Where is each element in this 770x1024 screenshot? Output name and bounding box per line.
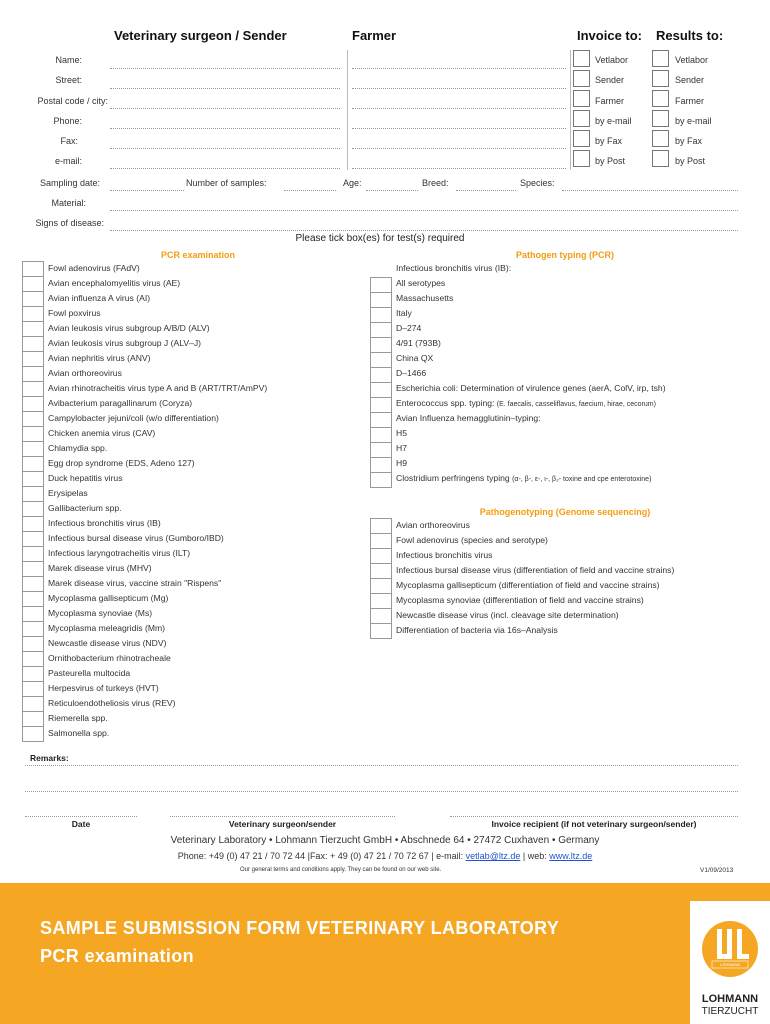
vet-name-field[interactable] (110, 68, 340, 69)
test-checkbox[interactable] (371, 472, 391, 487)
invoice-signature-line[interactable] (450, 816, 738, 817)
test-item (396, 608, 674, 623)
breed-label: Breed: (422, 178, 449, 188)
test-checkbox[interactable] (371, 548, 391, 563)
phone-label: Phone: (53, 116, 82, 126)
test-label: Avian leukosis virus subgroup A/B/D (ALV) (48, 323, 210, 333)
test-item (396, 518, 674, 533)
test-checkbox[interactable] (23, 621, 43, 636)
test-label: Egg drop syndrome (EDS, Adeno 127) (48, 458, 195, 468)
email-link[interactable]: vetlab@ltz.de (465, 851, 521, 861)
test-item (48, 456, 267, 471)
material-label: Material: (51, 198, 86, 208)
test-checkbox[interactable] (371, 367, 391, 382)
results-option-label: Vetlabor (675, 55, 709, 65)
test-checkbox[interactable] (23, 561, 43, 576)
test-checkbox[interactable] (23, 501, 43, 516)
test-item (48, 276, 267, 291)
please-tick-instruction: Please tick box(es) for test(s) required (295, 233, 465, 244)
typing-test-list (396, 261, 666, 486)
test-checkbox[interactable] (371, 397, 391, 412)
number-of-samples-label: Number of samples: (186, 178, 267, 188)
test-checkbox[interactable] (23, 591, 43, 606)
test-label: Mycoplasma gallisepticum (Mg) (48, 593, 169, 603)
name-label: Name: (55, 55, 82, 65)
farmer-heading: Farmer (352, 28, 397, 43)
test-label: Newcastle disease virus (incl. cleavage site determination) (396, 610, 619, 620)
test-item (48, 441, 267, 456)
results-fax-checkbox[interactable] (652, 130, 669, 147)
test-checkbox[interactable] (23, 366, 43, 381)
logo-line1: LOHMANN (701, 993, 759, 1005)
separator: | (431, 851, 434, 861)
test-item (48, 636, 267, 651)
vet-sender-heading: Veterinary surgeon / Sender (114, 28, 287, 43)
results-sender-checkbox[interactable] (652, 70, 669, 87)
test-checkbox[interactable] (23, 306, 43, 321)
invoice-sender-checkbox[interactable] (573, 70, 590, 87)
phone-text: Phone: +49 (0) 47 21 / 70 72 44 (177, 851, 306, 861)
vet-fax-field[interactable] (110, 148, 340, 149)
logo-line2: TIERZUCHT (701, 1006, 759, 1017)
test-checkbox[interactable] (23, 576, 43, 591)
test-note: (E. faecalis, casseliflavus, faecium, hirae, cecorum) (496, 401, 656, 408)
test-checkbox[interactable] (23, 516, 43, 531)
pcr-test-list (48, 261, 267, 741)
test-label: Fowl poxvirus (48, 308, 101, 318)
test-label: D–1466 (396, 368, 427, 378)
number-of-samples-field[interactable] (284, 190, 336, 191)
test-label: Reticuloendotheliosis virus (REV) (48, 698, 176, 708)
test-item (48, 621, 267, 636)
lab-address: Veterinary Laboratory • Lohmann Tierzucht GmbH • Abschnede 64 • 27472 Cuxhaven • Germany (170, 835, 600, 846)
street-label: Street: (55, 75, 82, 85)
farmer-invoice-separator (570, 50, 571, 170)
test-label: H5 (396, 428, 407, 438)
test-label: Mycoplasma synoviae (Ms) (48, 608, 153, 618)
separator: | (522, 851, 526, 861)
test-checkbox[interactable] (371, 412, 391, 427)
test-checkbox[interactable] (23, 396, 43, 411)
farmer-phone-field[interactable] (352, 128, 566, 129)
results-farmer-checkbox[interactable] (652, 90, 669, 107)
farmer-name-field[interactable] (352, 68, 566, 69)
test-checkbox[interactable] (371, 593, 391, 608)
signs-of-disease-field[interactable] (110, 230, 738, 231)
test-checkbox[interactable] (23, 711, 43, 726)
test-item (396, 593, 674, 608)
test-item (48, 411, 267, 426)
test-item (396, 291, 666, 306)
test-label: Infectious bronchitis virus (IB): (396, 263, 512, 273)
invoice-signature-label: Invoice recipient (if not veterinary surgeon/sender) (491, 819, 697, 829)
invoice-farmer-checkbox[interactable] (573, 90, 590, 107)
invoice-option-label: Farmer (595, 96, 624, 106)
test-checkbox[interactable] (23, 336, 43, 351)
farmer-postal-city-field[interactable] (352, 108, 566, 109)
test-label: Avibacterium paragallinarum (Coryza) (48, 398, 193, 408)
typing-checkbox-column (370, 277, 392, 488)
test-checkbox[interactable] (23, 606, 43, 621)
test-label: Mycoplasma synoviae (differentiation of field and vaccine strains) (396, 595, 644, 605)
email-label-text: e-mail: (436, 851, 464, 861)
test-label: Ornithobacterium rhinotracheale (48, 653, 171, 663)
test-checkbox[interactable] (371, 533, 391, 548)
test-label: Pasteurella multocida (48, 668, 131, 678)
invoice-option-label: Sender (595, 75, 625, 85)
test-checkbox[interactable] (371, 578, 391, 593)
test-checkbox[interactable] (371, 352, 391, 367)
test-label: Avian Influenza hemagglutinin–typing: (396, 413, 541, 423)
genotyping-test-list (396, 518, 674, 638)
test-item (396, 306, 666, 321)
test-label: Duck hepatitis virus (48, 473, 123, 483)
web-label-text: web: (527, 851, 547, 861)
email-label: e-mail: (54, 156, 82, 166)
test-item (48, 396, 267, 411)
test-item (396, 548, 674, 563)
test-checkbox[interactable] (371, 518, 391, 533)
test-item (396, 396, 666, 411)
test-item (48, 591, 267, 606)
test-checkbox[interactable] (371, 623, 391, 638)
test-checkbox[interactable] (371, 608, 391, 623)
test-label: Infectious laryngotracheitis virus (ILT) (48, 548, 191, 558)
test-item (48, 606, 267, 621)
test-item (396, 336, 666, 351)
test-label: Chlamydia spp. (48, 443, 108, 453)
results-option-label: by Fax (675, 136, 703, 146)
test-label: All serotypes (396, 278, 446, 288)
test-item (48, 711, 267, 726)
test-item (396, 456, 666, 471)
test-label: Italy (396, 308, 412, 318)
postal-city-label: Postal code / city: (37, 96, 108, 106)
test-label: Escherichia coli: Determination of virulence genes (aerA, ColV, irp, tsh) (396, 383, 666, 393)
remarks-label: Remarks: (30, 753, 69, 763)
test-checkbox[interactable] (23, 546, 43, 561)
fax-label: Fax: (60, 136, 78, 146)
age-label: Age: (343, 178, 362, 188)
invoice-option-label: by e-mail (595, 116, 632, 126)
test-checkbox[interactable] (371, 457, 391, 472)
results-to-heading: Results to: (656, 28, 724, 43)
invoice-vetlabor-checkbox[interactable] (573, 50, 590, 67)
vet-farmer-separator (347, 50, 348, 170)
farmer-street-field[interactable] (352, 88, 566, 89)
test-label: Fowl adenovirus (FAdV) (48, 263, 140, 273)
vet-email-field[interactable] (110, 168, 340, 169)
test-checkbox[interactable] (23, 291, 43, 306)
test-label: Avian influenza A virus (AI) (48, 293, 151, 303)
test-label: 4/91 (793B) (396, 338, 441, 348)
test-checkbox[interactable] (23, 261, 43, 276)
version-text: V1/09/2013 (700, 867, 734, 874)
test-label: Clostridium perfringens typing (396, 473, 510, 483)
test-label: D–274 (396, 323, 422, 333)
results-vetlabor-checkbox[interactable] (652, 50, 669, 67)
test-item (48, 321, 267, 336)
logo-badge-text: LOHMANN (719, 962, 740, 967)
test-checkbox[interactable] (371, 382, 391, 397)
remarks-line-2[interactable] (25, 791, 738, 792)
invoice-fax-checkbox[interactable] (573, 130, 590, 147)
test-item (48, 561, 267, 576)
test-checkbox[interactable] (371, 292, 391, 307)
vet-street-field[interactable] (110, 88, 340, 89)
test-note: (α-, β-, ε-, ι-, β₂- toxine and cpe enterotoxine) (512, 476, 652, 483)
test-label: Erysipelas (48, 488, 88, 498)
test-item (48, 666, 267, 681)
test-checkbox[interactable] (371, 322, 391, 337)
test-label: H7 (396, 443, 407, 453)
contact-line (0, 851, 770, 861)
invoice-option-label: Vetlabor (595, 55, 629, 65)
test-label: H9 (396, 458, 407, 468)
test-checkbox[interactable] (23, 321, 43, 336)
test-checkbox[interactable] (23, 681, 43, 696)
test-item (396, 321, 666, 336)
results-option-label: Sender (675, 75, 705, 85)
test-label: Campylobacter jejuni/coli (w/o differentiation) (48, 413, 219, 423)
test-label: Enterococcus spp. typing: (396, 398, 495, 408)
test-item (48, 261, 267, 276)
results-email-checkbox[interactable] (652, 110, 669, 127)
test-label: Infectious bronchitis virus (IB) (48, 518, 161, 528)
test-checkbox[interactable] (23, 426, 43, 441)
test-label: Avian rhinotracheitis virus type A and B (ART/TRT/AmPV) (48, 383, 268, 393)
test-label: Marek disease virus, vaccine strain "Rispens" (48, 578, 222, 588)
farmer-email-field[interactable] (352, 168, 566, 169)
test-label: Avian orthoreovirus (48, 368, 122, 378)
test-label: Avian orthoreovirus (396, 520, 470, 530)
vet-phone-field[interactable] (110, 128, 340, 129)
test-checkbox[interactable] (23, 636, 43, 651)
test-checkbox[interactable] (23, 726, 43, 741)
lohmann-logo (690, 901, 770, 1024)
test-item (396, 381, 666, 396)
test-checkbox[interactable] (371, 277, 391, 292)
test-checkbox[interactable] (23, 696, 43, 711)
invoice-option-label: by Post (595, 156, 626, 166)
test-label: Avian nephritis virus (ANV) (48, 353, 151, 363)
test-label: Riemerella spp. (48, 713, 108, 723)
invoice-to-heading: Invoice to: (577, 28, 643, 43)
test-label: Chicken anemia virus (CAV) (48, 428, 156, 438)
test-item (396, 441, 666, 456)
test-item (396, 261, 666, 276)
test-item (48, 306, 267, 321)
test-checkbox[interactable] (23, 666, 43, 681)
species-label: Species: (520, 178, 555, 188)
pcr-checkbox-column (22, 261, 44, 742)
test-item (48, 651, 267, 666)
material-field[interactable] (110, 210, 738, 211)
pcr-examination-heading: PCR examination (160, 250, 236, 260)
test-item (396, 578, 674, 593)
test-item (48, 516, 267, 531)
test-item (48, 471, 267, 486)
pathogenotyping-heading: Pathogenotyping (Genome sequencing) (479, 507, 651, 517)
test-label: Mycoplasma meleagridis (Mm) (48, 623, 165, 633)
test-item (48, 486, 267, 501)
test-item (396, 471, 666, 486)
test-label: Newcastle disease virus (NDV) (48, 638, 167, 648)
test-checkbox[interactable] (23, 276, 43, 291)
test-checkbox[interactable] (371, 442, 391, 457)
test-checkbox[interactable] (23, 381, 43, 396)
fax-text: Fax: + 49 (0) 47 21 / 70 72 67 (309, 851, 429, 861)
pathogen-typing-heading: Pathogen typing (PCR) (516, 250, 614, 260)
test-label: Avian leukosis virus subgroup J (ALV–J) (48, 338, 202, 348)
vet-postal-city-field[interactable] (110, 108, 340, 109)
sampling-date-label: Sampling date: (39, 178, 100, 188)
banner-subtitle: PCR examination (40, 946, 195, 966)
test-item (396, 366, 666, 381)
test-label: China QX (396, 353, 434, 363)
test-checkbox[interactable] (23, 456, 43, 471)
test-item (48, 381, 267, 396)
test-checkbox[interactable] (23, 531, 43, 546)
species-field[interactable] (562, 190, 738, 191)
farmer-fax-field[interactable] (352, 148, 566, 149)
test-checkbox[interactable] (23, 486, 43, 501)
test-checkbox[interactable] (23, 651, 43, 666)
test-checkbox[interactable] (371, 337, 391, 352)
test-checkbox[interactable] (371, 563, 391, 578)
test-label: Salmonella spp. (48, 728, 110, 738)
test-item (48, 546, 267, 561)
results-option-label: by e-mail (675, 116, 712, 126)
test-checkbox[interactable] (371, 307, 391, 322)
test-item (396, 276, 666, 291)
test-item (396, 351, 666, 366)
test-checkbox[interactable] (23, 441, 43, 456)
terms-text: Our general terms and conditions apply. They can be found on our web site. (240, 867, 442, 873)
test-label: Avian encephalomyelitis virus (AE) (48, 278, 181, 288)
test-checkbox[interactable] (23, 471, 43, 486)
test-item (48, 726, 267, 741)
signs-of-disease-label: Signs of disease: (35, 218, 104, 228)
test-item (396, 426, 666, 441)
test-item (48, 531, 267, 546)
test-checkbox[interactable] (23, 351, 43, 366)
invoice-post-checkbox[interactable] (573, 150, 590, 167)
test-item (48, 696, 267, 711)
results-post-checkbox[interactable] (652, 150, 669, 167)
test-item (48, 351, 267, 366)
invoice-email-checkbox[interactable] (573, 110, 590, 127)
sampling-date-field[interactable] (110, 190, 184, 191)
banner-title: SAMPLE SUBMISSION FORM VETERINARY LABORATORY (40, 918, 560, 938)
test-item (48, 576, 267, 591)
test-label: Gallibacterium spp. (48, 503, 122, 513)
test-label: Infectious bronchitis virus (396, 550, 493, 560)
results-option-label: Farmer (675, 96, 704, 106)
date-signature-line[interactable] (25, 816, 137, 817)
test-item (48, 426, 267, 441)
test-item (48, 291, 267, 306)
vet-signature-line[interactable] (170, 816, 395, 817)
test-label: Massachusetts (396, 293, 454, 303)
lohmann-emblem-icon (690, 901, 770, 987)
test-item (396, 533, 674, 548)
test-label: Infectious bursal disease virus (differentiation of field and vaccine strains) (396, 565, 675, 575)
vet-signature-label: Veterinary surgeon/sender (228, 819, 337, 829)
test-item (48, 366, 267, 381)
remarks-line-1[interactable] (25, 765, 738, 766)
age-field[interactable] (366, 190, 418, 191)
test-label: Differentiation of bacteria via 16s–Analysis (396, 625, 558, 635)
test-item (396, 623, 674, 638)
web-link[interactable]: www.ltz.de (549, 851, 593, 861)
test-item (396, 563, 674, 578)
date-signature-label: Date (71, 819, 91, 829)
test-item (48, 501, 267, 516)
test-checkbox[interactable] (23, 411, 43, 426)
test-item (48, 336, 267, 351)
test-checkbox[interactable] (371, 427, 391, 442)
genotyping-checkbox-column (370, 518, 392, 639)
results-option-label: by Post (675, 156, 706, 166)
test-label: Mycoplasma gallisepticum (differentiation of field and vaccine strains) (396, 580, 660, 590)
test-label: Fowl adenovirus (species and serotype) (396, 535, 548, 545)
invoice-option-label: by Fax (595, 136, 623, 146)
test-label: Herpesvirus of turkeys (HVT) (48, 683, 159, 693)
test-label: Infectious bursal disease virus (Gumboro/IBD) (48, 533, 224, 543)
breed-field[interactable] (456, 190, 516, 191)
separator: | (307, 851, 310, 861)
test-item (396, 411, 666, 426)
test-item (48, 681, 267, 696)
test-label: Marek disease virus (MHV) (48, 563, 152, 573)
